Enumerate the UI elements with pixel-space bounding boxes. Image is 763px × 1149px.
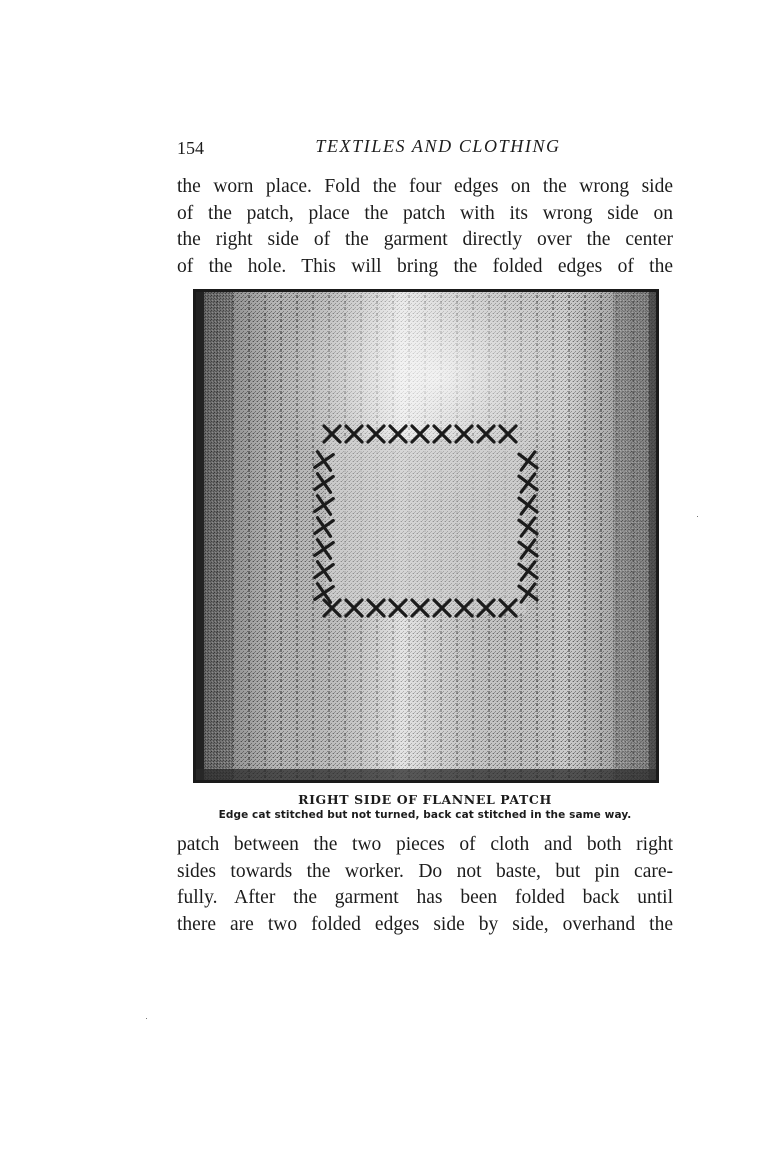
text-line: there are two folded edges side by side, overhand the [177,913,673,935]
paper-speck [697,516,698,517]
text-line: sides towards the worker. Do not baste, but pin care- [177,860,673,882]
figure-caption-subtitle: Edge cat stitched but not turned, back cat stitched in the same way. [218,809,632,821]
figure-caption-title: RIGHT SIDE OF FLANNEL PATCH [298,792,552,807]
flannel-patch-image [193,289,659,783]
running-title: TEXTILES AND CLOTHING [315,136,561,156]
paragraph-bottom [177,832,673,938]
paper-speck [146,1018,147,1019]
text-line: patch between the two pieces of cloth and both right [177,834,673,855]
text-line: of the hole. This will bring the folded edges of the [177,255,673,277]
flannel-patch-illustration [193,289,659,783]
text-line: of the patch, place the patch with its wrong side on [177,202,673,224]
running-head [177,136,673,162]
page-number: 154 [177,138,204,158]
text-line: fully. After the garment has been folded back until [177,887,673,909]
text-line: the worn place. Fold the four edges on the wrong side [177,176,673,197]
text-line: the right side of the garment directly over the center [177,229,673,251]
paragraph-top [177,174,673,280]
